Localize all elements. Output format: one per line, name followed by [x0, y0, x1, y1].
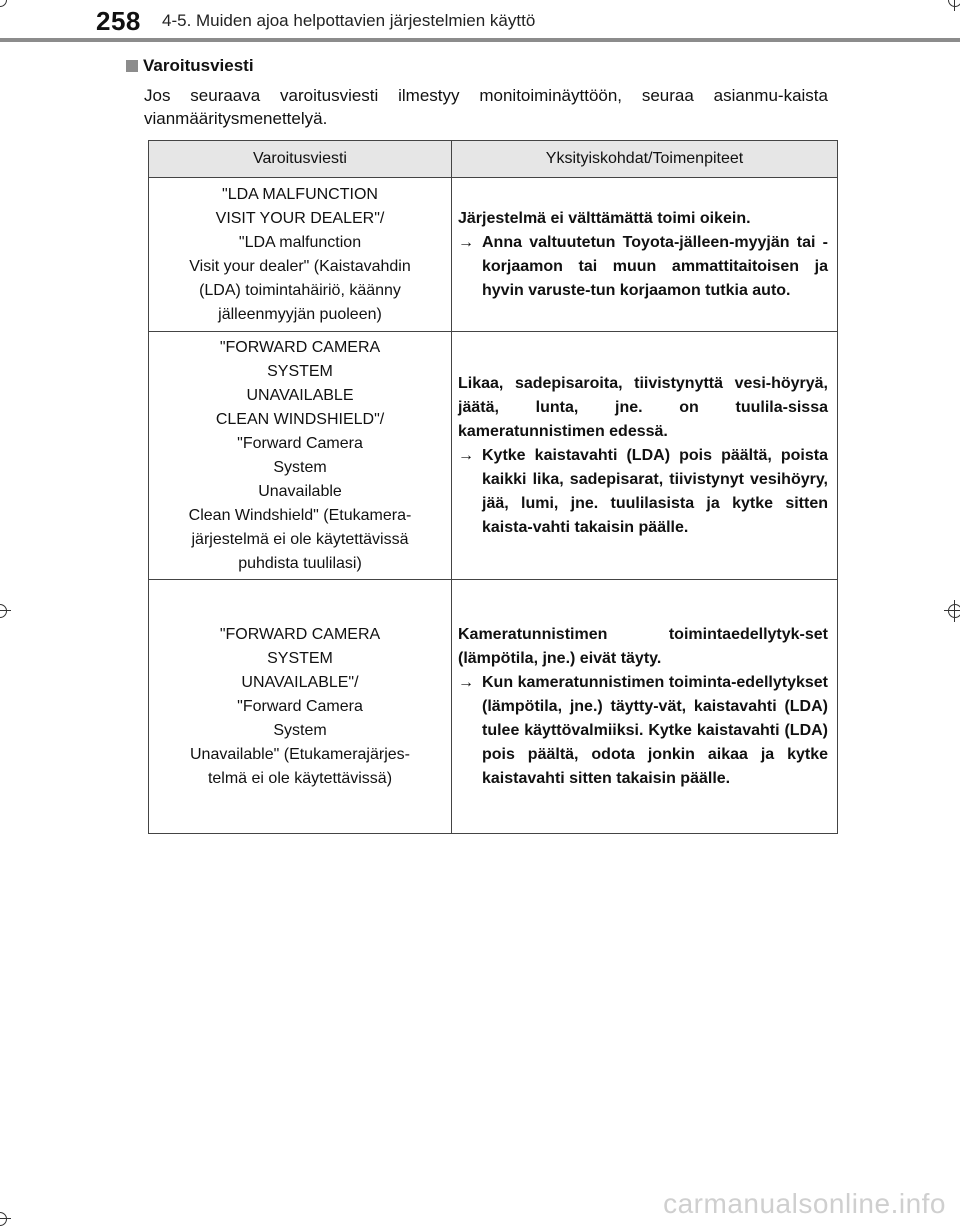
warning-message-line: "Forward Camera: [237, 434, 363, 452]
header-divider: [0, 38, 960, 42]
warning-message-line: SYSTEM: [267, 649, 333, 667]
warning-message-line: järjestelmä ei ole käytettävissä: [191, 530, 409, 548]
warning-message-line: Visit your dealer" (Kaistavahdin: [189, 257, 411, 275]
table-header-row: [149, 141, 838, 178]
warning-message-cell: [149, 178, 452, 332]
detail-description: Kameratunnistimen toimintaedellytyk-set (lämpötila, jne.) eivät täyty.: [458, 625, 828, 667]
warning-message-line: Unavailable" (Etukamerajärjes-: [190, 745, 410, 763]
table-row: [149, 178, 838, 332]
column-header-message: Varoitusviesti: [149, 141, 452, 178]
warning-message-line: "LDA MALFUNCTION: [222, 185, 378, 203]
warning-message-line: SYSTEM: [267, 362, 333, 380]
page-number: 258: [96, 6, 141, 36]
warning-message-line: CLEAN WINDSHIELD"/: [215, 410, 385, 428]
warning-table: [148, 140, 838, 834]
action-step: [458, 671, 828, 791]
details-cell: [452, 332, 838, 580]
action-text: Anna valtuutetun Toyota-jälleen-myyjän tai -korjaamon tai muun ammattitaitoisen ja hyvin varuste-tun korjaamon tutkia auto.: [482, 233, 828, 299]
intro-paragraph: Jos seuraava varoitusviesti ilmestyy monitoiminäyttöön, seuraa asianmu-kaista vianmääritysmenettelyä.: [144, 86, 828, 128]
warning-message-cell: [149, 332, 452, 580]
details-cell: [452, 178, 838, 332]
warning-message-line: telmä ei ole käytettävissä): [207, 769, 393, 787]
warning-message-line: UNAVAILABLE"/: [241, 673, 359, 691]
warning-message-line: UNAVAILABLE: [246, 386, 354, 404]
chapter-title: 4-5. Muiden ajoa helpottavien järjestelmien käyttö: [162, 11, 536, 30]
warning-message-line: System: [273, 721, 327, 739]
crop-mark-icon: [0, 600, 11, 622]
section-heading: [126, 56, 254, 76]
warning-message-line: "Forward Camera: [237, 697, 363, 715]
column-header-details: Yksityiskohdat/Toimenpiteet: [452, 141, 838, 178]
warning-message-line: jälleenmyyjän puoleen): [218, 305, 382, 323]
table-row: [149, 332, 838, 580]
crop-mark-icon: [944, 0, 960, 11]
warning-message-line: puhdista tuulilasi): [238, 554, 362, 572]
arrow-icon: →: [458, 446, 474, 464]
table-row: [149, 580, 838, 834]
crop-mark-icon: [0, 1208, 11, 1230]
warning-message-line: "LDA malfunction: [238, 233, 362, 251]
section-heading-text: Varoitusviesti: [143, 56, 254, 75]
action-step: [458, 444, 828, 540]
crop-mark-icon: [0, 0, 11, 11]
arrow-icon: →: [458, 673, 474, 691]
watermark: carmanualsonline.info: [663, 1188, 946, 1219]
warning-message-cell: [149, 580, 452, 834]
action-text: Kytke kaistavahti (LDA) pois päältä, poista kaikki lika, sadepisarat, tiivistynyt vesihöyry, jää, lumi, jne. tuulilasista ja kytke sitten kaista-vahti takaisin päälle.: [482, 446, 828, 536]
warning-message-line: "FORWARD CAMERA: [219, 625, 381, 643]
crop-mark-icon: [944, 600, 960, 622]
details-cell: [452, 580, 838, 834]
warning-message-line: Clean Windshield" (Etukamera-: [188, 506, 412, 524]
warning-message-line: "FORWARD CAMERA: [219, 338, 381, 356]
action-text: Kun kameratunnistimen toiminta-edellytykset (lämpötila, jne.) täytty-vät, kaistavahti (LDA) tulee käyttövalmiiksi. Kytke kaistavahti (LDA) pois päältä, odota jonkin aikaa ja kytke kaistavahti sitten takaisin päälle.: [482, 673, 828, 787]
warning-message-line: (LDA) toimintahäiriö, käänny: [199, 281, 401, 299]
warning-message-line: System: [273, 458, 327, 476]
warning-message-line: Unavailable: [258, 482, 342, 500]
detail-description: Järjestelmä ei välttämättä toimi oikein.: [458, 209, 751, 227]
detail-description: Likaa, sadepisaroita, tiivistynyttä vesi-höyryä, jäätä, lunta, jne. on tuulila-sissa kameratunnistimen edessä.: [458, 374, 828, 440]
action-step: [458, 231, 828, 303]
warning-message-line: VISIT YOUR DEALER"/: [215, 209, 385, 227]
arrow-icon: →: [458, 233, 474, 251]
section-marker-icon: [126, 60, 138, 72]
